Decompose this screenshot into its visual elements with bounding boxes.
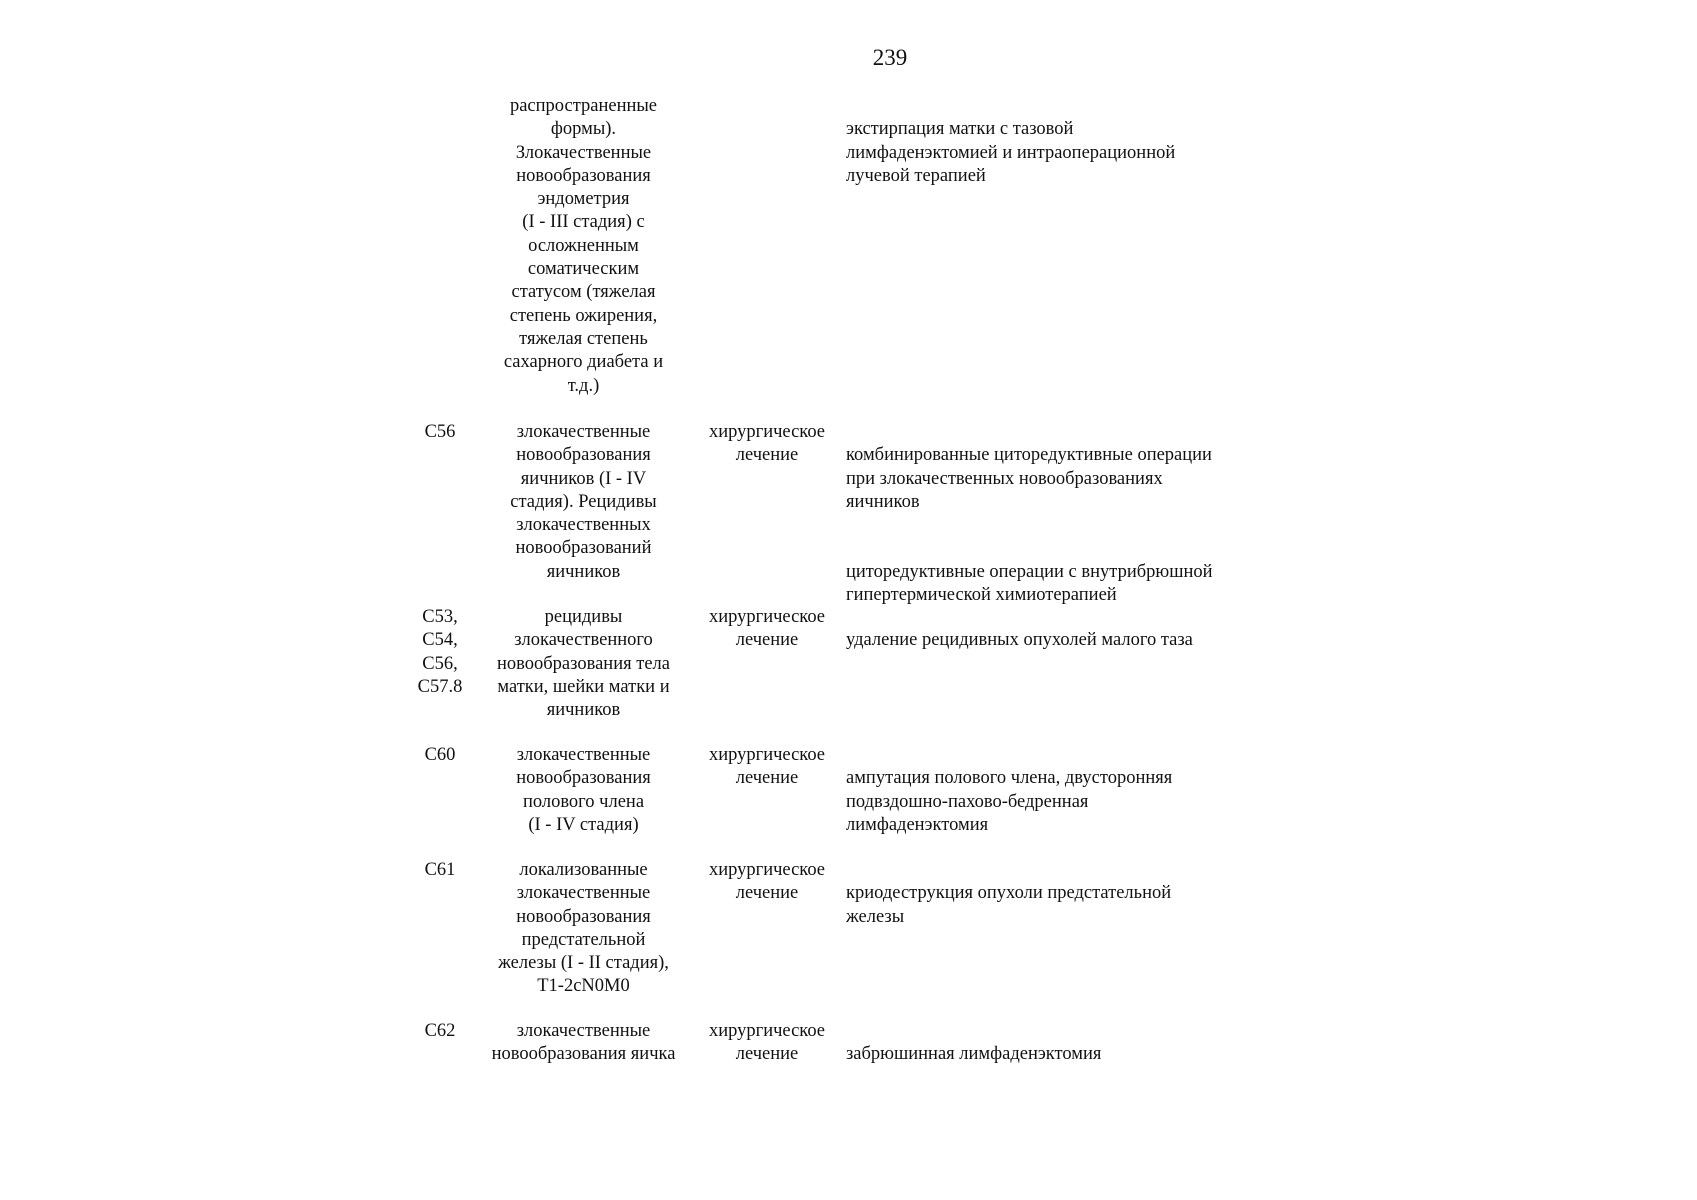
method-item: циторедуктивные операции с внутрибрюшной гипертермической химиотерапией [846, 561, 1213, 606]
treatment-methods [846, 421, 1276, 631]
treatment-methods [846, 1020, 1276, 1090]
treatment-type: хирургическое лечение [708, 422, 826, 466]
diagnosis-text: злокачественные новообразования яичка [491, 1021, 676, 1065]
treatment-methods [846, 95, 1276, 211]
treatment-type: хирургическое лечение [708, 860, 826, 904]
icd-code: C53, C54, C56, C57.8 [417, 607, 463, 697]
diagnosis-text: злокачественные новообразования яичников (I - IV стадия). Рецидивы злокачественных новообразований яичников [510, 422, 657, 582]
icd-code: C56 [424, 422, 456, 442]
icd-code: C60 [424, 745, 456, 765]
method-item: экстирпация матки с тазовой лимфаденэктомией и интраоперационной лучевой терапией [846, 119, 1176, 186]
diagnosis-text: локализованные злокачественные новообразования предстательной железы (I - II стадия), T1-2cN0M0 [498, 860, 669, 997]
treatment-methods [846, 606, 1276, 676]
treatment-type: хирургическое лечение [708, 745, 826, 789]
diagnosis-text: злокачественные новообразования полового члена (I - IV стадия) [516, 745, 651, 835]
treatment-type: хирургическое лечение [708, 1021, 826, 1065]
method-item: комбинированные циторедуктивные операции при злокачественных новообразованиях яичников [846, 445, 1212, 512]
method-item: забрюшинная лимфаденэктомия [846, 1044, 1102, 1065]
icd-code: C61 [424, 860, 456, 880]
diagnosis-text: рецидивы злокачественного новообразования тела матки, шейки матки и яичников [497, 607, 670, 721]
icd-code: C62 [424, 1021, 456, 1041]
page-number: 239 [872, 45, 908, 70]
method-item: ампутация полового члена, двусторонняя подвздошно-пахово-бедренная лимфаденэктомия [846, 768, 1173, 835]
treatment-methods [846, 744, 1276, 860]
diagnosis-text: распространенные формы). Злокачественные новообразования эндометрия (I - III стадия) с осложненным соматическим статусом (тяжелая степень ожирения, тяжелая степень сахарного диабета и т.д.) [503, 96, 664, 396]
treatment-type: хирургическое лечение [708, 607, 826, 651]
method-item: удаление рецидивных опухолей малого таза [846, 630, 1193, 651]
method-item: криодеструкция опухоли предстательной железы [846, 883, 1172, 927]
treatment-methods [846, 859, 1276, 952]
